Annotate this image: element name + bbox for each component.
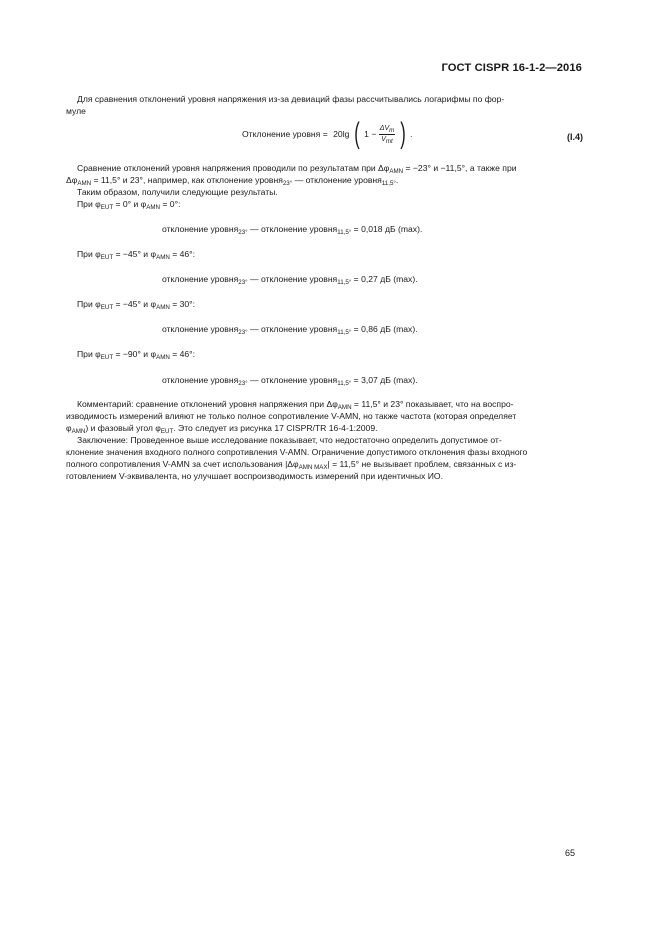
case-2-condition: При $\varphi_{EUT} = -45^\circ$ и $\varphi_{AMN} = 46^\circ$: (77, 249, 195, 261)
formula-fraction (379, 124, 396, 145)
formula-tail: . (410, 128, 413, 139)
comment-line-3: $\varphi_{AMN}$) и фазовый угол $\varphi_{EUT}$. Это следует из рисунка 17 CISPR/TR 16-4-1:2009. (66, 423, 378, 435)
formula-numerator-sub: m (389, 126, 395, 134)
comment-line-2: изводимость измерений влияют не только полное сопротивление V-AMN, но также частота (которая определяет (66, 411, 517, 421)
compare-line-1: Сравнение отклонений уровня напряжения проводили по результатам при $\Delta\varphi_{AMN} = -23^\circ$ и −11,5°, а также при (77, 163, 517, 175)
comment-line-1: Комментарий: сравнение отклонений уровня напряжения при $\Delta\varphi_{AMN} = 11,5^\circ$ и 23° показывает, что на воспро- (77, 399, 514, 411)
compare-line-3: Таким образом, получили следующие результаты. (77, 187, 278, 197)
formula-one-minus: 1 − (364, 128, 377, 139)
conclusion-line-3: полного сопротивления V-AMN за счет использования $|\Delta\varphi_{AMN MAX}| = 11,5^\circ$ не вызывает проблем, связанных с из- (66, 459, 517, 471)
case-2-result: отклонение уровня$_{23^\circ}$ — отклонение уровня$_{11,5^\circ}$ = 0,27 дБ (max). (162, 274, 418, 286)
formula-func: 20lg (333, 128, 350, 139)
case-3-result: отклонение уровня$_{23^\circ}$ — отклонение уровня$_{11,5^\circ}$ = 0,86 дБ (max). (162, 324, 418, 336)
page-header: ГОСТ CISPR 16-1-2—2016 (441, 62, 582, 74)
formula-open-paren: ( (354, 117, 360, 150)
formula-denominator-sub: mt (385, 137, 393, 145)
formula-lhs: Отклонение уровня = (242, 128, 328, 139)
case-4-condition: При $\varphi_{EUT} = -90^\circ$ и $\varphi_{AMN} = 46^\circ$: (77, 349, 195, 361)
case-3-condition: При $\varphi_{EUT} = -45^\circ$ и $\varphi_{AMN} = 30^\circ$: (77, 299, 195, 311)
case-1-result: отклонение уровня$_{23^\circ}$ — отклонение уровня$_{11,5^\circ}$ = 0,018 дБ (max). (162, 224, 423, 236)
compare-line-2: $\Delta\varphi_{AMN} = 11,5^\circ$ и 23°, например, как отклонение уровня$_{23^\circ}$ — отклонение уровня$_{11,5^\circ}$. (66, 175, 399, 187)
intro-line-1: Для сравнения отклонений уровня напряжения из-за девиаций фазы рассчитывались логарифмы по фор- (77, 94, 505, 104)
conclusion-line-4: готовлением V-эквивалента, но улучшает воспроизводимость измерений при идентичных ИО. (66, 471, 443, 481)
conclusion-line-2: клонение значения входного полного сопротивления V-AMN. Ограничение допустимого отклонения фазы входного (66, 447, 528, 457)
conclusion-line-1: Заключение: Проведенное выше исследование показывает, что недостаточно определить допустимое от- (77, 435, 502, 445)
formula-numerator: ΔV (379, 124, 390, 132)
formula-close-paren: ) (399, 117, 406, 150)
case-1-condition: При $\varphi_{EUT} = 0^\circ$ и $\varphi_{AMN} = 0^\circ$: (77, 199, 181, 211)
case-4-result: отклонение уровня$_{23^\circ}$ — отклонение уровня$_{11,5^\circ}$ = 3,07 дБ (max). (162, 375, 418, 387)
intro-line-2: муле (66, 106, 86, 116)
equation-number: (I.4) (566, 132, 583, 142)
page-number: 65 (564, 848, 575, 858)
formula (242, 119, 412, 159)
formula-denominator: V (381, 135, 386, 143)
